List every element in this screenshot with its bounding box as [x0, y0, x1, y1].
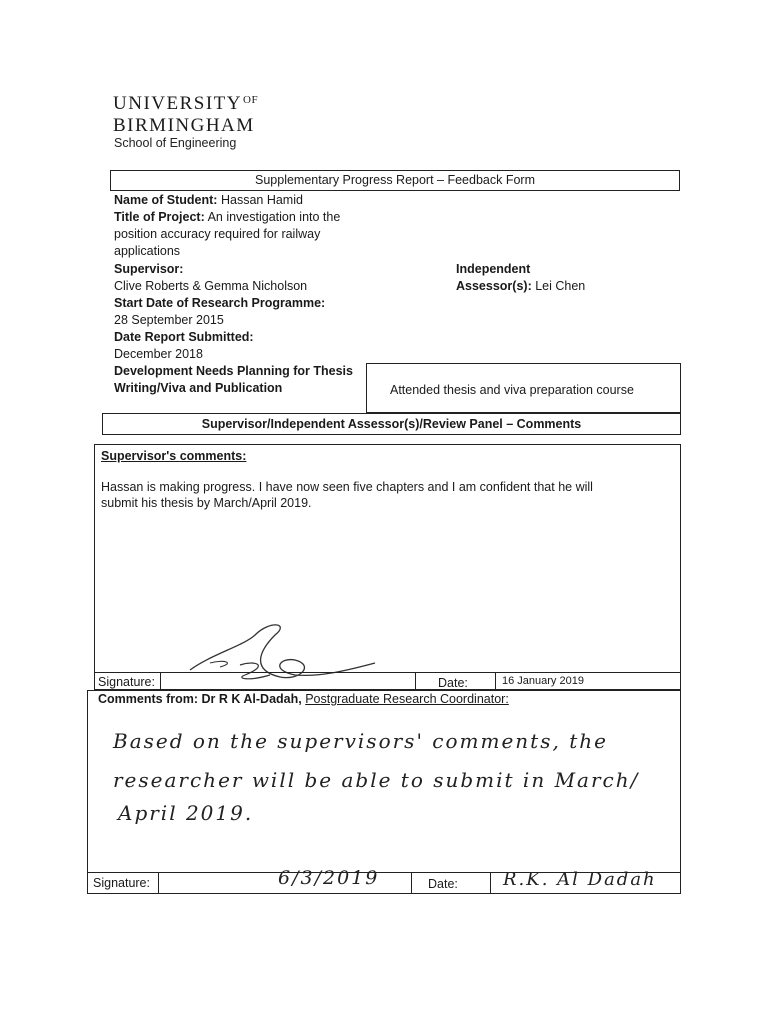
- supervisor-comments-heading: Supervisor's comments:: [101, 449, 247, 463]
- assessor-value: Lei Chen: [535, 279, 586, 293]
- submitted-label: Date Report Submitted:: [114, 330, 254, 344]
- date-value-1: 16 January 2019: [502, 675, 584, 687]
- logo-of: OF: [243, 94, 259, 106]
- signature-row-2: [87, 867, 681, 894]
- supervisor-value: Clive Roberts & Gemma Nicholson: [114, 279, 308, 293]
- coordinator-prefix: Comments from: Dr R K Al-Dadah,: [98, 692, 306, 706]
- supervisor-label: Supervisor:: [114, 262, 184, 276]
- needs-label-2: Writing/Viva and Publication: [114, 381, 283, 395]
- student-value: Hassan Hamid: [220, 193, 303, 207]
- handwritten-line-3: April 2019.: [118, 801, 254, 825]
- project-value-2: position accuracy required for railway: [114, 227, 321, 241]
- divider: [160, 673, 161, 690]
- logo-university: UNIVERSITY: [113, 93, 242, 114]
- needs-label-1: Development Needs Planning for Thesis: [114, 364, 353, 378]
- date-value-2: R.K. Al Dadah: [503, 869, 657, 890]
- independent-label: Independent: [456, 262, 531, 276]
- handwritten-line-1: Based on the supervisors' comments, the: [113, 729, 608, 753]
- signature-value-2: 6/3/2019: [278, 867, 380, 889]
- school-name: School of Engineering: [114, 136, 237, 150]
- logo-birmingham: BIRMINGHAM: [113, 115, 255, 136]
- student-label: Name of Student:: [114, 193, 218, 207]
- assessor-label: Assessor(s):: [456, 279, 532, 293]
- divider: [495, 673, 496, 690]
- divider: [158, 873, 159, 893]
- coordinator-comments-box: [87, 690, 681, 873]
- divider: [411, 873, 412, 893]
- date-label-2: Date:: [428, 877, 458, 891]
- needs-value: Attended thesis and viva preparation course: [390, 383, 634, 397]
- supervisor-comment-line1: Hassan is making progress. I have now seen five chapters and I am confident that he will: [101, 480, 593, 494]
- start-date-label: Start Date of Research Programme:: [114, 296, 326, 310]
- project-row: [114, 209, 340, 226]
- handwritten-line-2: researcher will be able to submit in March/: [113, 768, 640, 792]
- start-date-value: 28 September 2015: [114, 313, 224, 327]
- signature-label-2: Signature:: [93, 876, 150, 890]
- form-title: Supplementary Progress Report – Feedback Form: [255, 173, 535, 187]
- project-label: Title of Project:: [114, 210, 205, 224]
- divider: [490, 873, 491, 893]
- divider: [415, 673, 416, 690]
- date-label-1: Date:: [438, 676, 468, 690]
- signature-label-1: Signature:: [98, 675, 155, 689]
- signature-row-1: [94, 672, 681, 691]
- comments-heading: Supervisor/Independent Assessor(s)/Review Panel – Comments: [201, 417, 582, 431]
- supervisor-comment-line2: submit his thesis by March/April 2019.: [101, 496, 312, 510]
- project-value-1: An investigation into the: [207, 210, 341, 224]
- coordinator-heading: [98, 692, 509, 706]
- assessor-row: [456, 278, 585, 295]
- coordinator-role: Postgraduate Research Coordinator:: [305, 692, 509, 706]
- comments-heading-box: [102, 413, 681, 435]
- student-row: [114, 192, 303, 209]
- university-logo: [113, 93, 258, 115]
- form-title-box: [110, 170, 680, 191]
- submitted-value: December 2018: [114, 347, 203, 361]
- needs-value-box: [366, 363, 681, 413]
- project-value-3: applications: [114, 244, 181, 258]
